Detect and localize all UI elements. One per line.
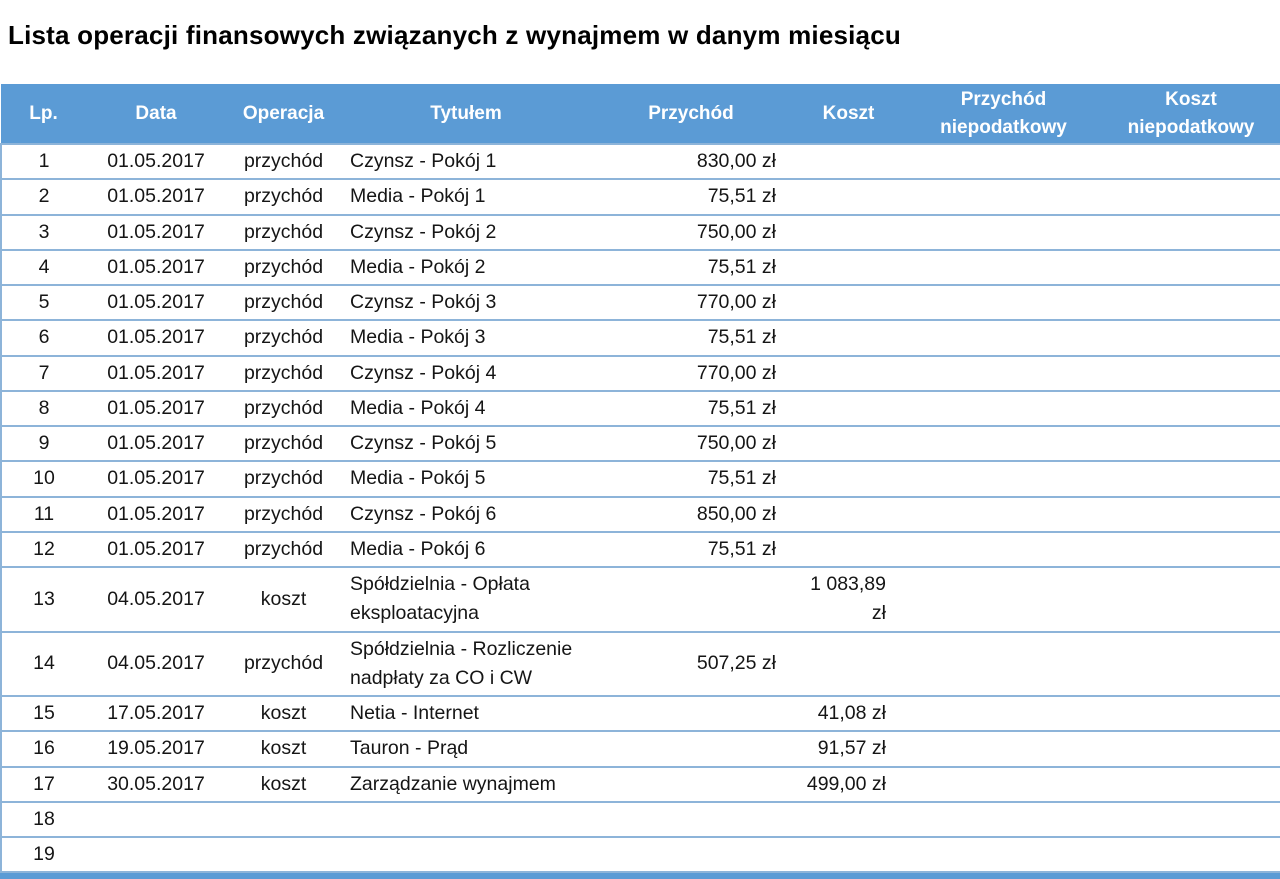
cell-koszt	[791, 356, 906, 391]
column-header-koszt: Koszt	[791, 84, 906, 144]
cell-lp: 12	[1, 532, 86, 567]
cell-przychod_niepodatkowy	[906, 461, 1101, 496]
cell-koszt	[791, 144, 906, 179]
cell-przychod: 850,00 zł	[591, 497, 791, 532]
cell-przychod: 770,00 zł	[591, 356, 791, 391]
cell-koszt_niepodatkowy	[1101, 426, 1280, 461]
table-row	[1, 320, 1280, 355]
cell-tytulem: Netia - Internet	[341, 696, 591, 731]
column-header-tytulem: Tytułem	[341, 84, 591, 144]
cell-przychod: 830,00 zł	[591, 144, 791, 179]
cell-koszt_niepodatkowy	[1101, 802, 1280, 837]
cell-tytulem: Spółdzielnia - Rozliczenie nadpłaty za CO i CW	[341, 632, 591, 697]
cell-przychod_niepodatkowy	[906, 696, 1101, 731]
cell-przychod: 75,51 zł	[591, 391, 791, 426]
cell-data	[86, 802, 226, 837]
cell-data: 01.05.2017	[86, 461, 226, 496]
cell-przychod_niepodatkowy	[906, 356, 1101, 391]
cell-lp: 7	[1, 356, 86, 391]
cell-koszt_niepodatkowy	[1101, 632, 1280, 697]
cell-operacja: przychód	[226, 497, 341, 532]
table-row	[1, 731, 1280, 766]
cell-koszt_niepodatkowy	[1101, 391, 1280, 426]
cell-operacja: przychód	[226, 215, 341, 250]
cell-przychod_niepodatkowy	[906, 391, 1101, 426]
cell-tytulem	[341, 802, 591, 837]
cell-lp: 19	[1, 837, 86, 872]
cell-koszt	[791, 320, 906, 355]
cell-przychod_niepodatkowy	[906, 532, 1101, 567]
operations-table	[0, 84, 1280, 873]
cell-lp: 8	[1, 391, 86, 426]
table-row	[1, 567, 1280, 632]
table-row	[1, 837, 1280, 872]
cell-przychod_niepodatkowy	[906, 632, 1101, 697]
cell-przychod: 770,00 zł	[591, 285, 791, 320]
table-row	[1, 285, 1280, 320]
cell-przychod_niepodatkowy	[906, 497, 1101, 532]
cell-koszt_niepodatkowy	[1101, 320, 1280, 355]
cell-koszt: 499,00 zł	[791, 767, 906, 802]
cell-lp: 5	[1, 285, 86, 320]
cell-koszt: 91,57 zł	[791, 731, 906, 766]
cell-koszt_niepodatkowy	[1101, 497, 1280, 532]
cell-data: 17.05.2017	[86, 696, 226, 731]
cell-operacja: przychód	[226, 391, 341, 426]
cell-tytulem: Czynsz - Pokój 4	[341, 356, 591, 391]
cell-koszt_niepodatkowy	[1101, 567, 1280, 632]
table-row	[1, 632, 1280, 697]
cell-data: 01.05.2017	[86, 144, 226, 179]
table-row	[1, 461, 1280, 496]
cell-koszt_niepodatkowy	[1101, 731, 1280, 766]
cell-data: 19.05.2017	[86, 731, 226, 766]
column-header-data: Data	[86, 84, 226, 144]
cell-przychod_niepodatkowy	[906, 426, 1101, 461]
table-header	[1, 84, 1280, 144]
cell-przychod	[591, 802, 791, 837]
cell-data: 01.05.2017	[86, 356, 226, 391]
cell-lp: 15	[1, 696, 86, 731]
cell-koszt_niepodatkowy	[1101, 215, 1280, 250]
column-header-lp: Lp.	[1, 84, 86, 144]
cell-tytulem: Czynsz - Pokój 3	[341, 285, 591, 320]
cell-koszt_niepodatkowy	[1101, 250, 1280, 285]
cell-operacja: przychód	[226, 632, 341, 697]
cell-koszt: 1 083,89 zł	[791, 567, 906, 632]
cell-koszt_niepodatkowy	[1101, 696, 1280, 731]
cell-tytulem: Media - Pokój 2	[341, 250, 591, 285]
cell-koszt_niepodatkowy	[1101, 285, 1280, 320]
cell-tytulem: Czynsz - Pokój 5	[341, 426, 591, 461]
cell-koszt	[791, 179, 906, 214]
cell-operacja: koszt	[226, 696, 341, 731]
cell-koszt_niepodatkowy	[1101, 179, 1280, 214]
cell-przychod: 75,51 zł	[591, 250, 791, 285]
bottom-blue-bar	[0, 873, 1280, 879]
cell-tytulem: Media - Pokój 3	[341, 320, 591, 355]
cell-koszt	[791, 461, 906, 496]
table-row	[1, 215, 1280, 250]
table-row	[1, 250, 1280, 285]
cell-przychod: 75,51 zł	[591, 179, 791, 214]
cell-przychod_niepodatkowy	[906, 285, 1101, 320]
table-row	[1, 767, 1280, 802]
cell-tytulem: Media - Pokój 1	[341, 179, 591, 214]
cell-operacja: koszt	[226, 567, 341, 632]
cell-lp: 11	[1, 497, 86, 532]
table-body	[1, 144, 1280, 872]
cell-data: 01.05.2017	[86, 179, 226, 214]
cell-koszt_niepodatkowy	[1101, 144, 1280, 179]
cell-przychod_niepodatkowy	[906, 567, 1101, 632]
cell-operacja: przychód	[226, 144, 341, 179]
cell-koszt	[791, 632, 906, 697]
cell-operacja: przychód	[226, 179, 341, 214]
column-header-przychod: Przychód	[591, 84, 791, 144]
cell-koszt	[791, 250, 906, 285]
cell-koszt_niepodatkowy	[1101, 837, 1280, 872]
cell-koszt_niepodatkowy	[1101, 767, 1280, 802]
table-row	[1, 179, 1280, 214]
cell-lp: 4	[1, 250, 86, 285]
cell-koszt	[791, 532, 906, 567]
cell-data: 01.05.2017	[86, 320, 226, 355]
cell-data: 04.05.2017	[86, 632, 226, 697]
cell-data: 30.05.2017	[86, 767, 226, 802]
cell-koszt_niepodatkowy	[1101, 461, 1280, 496]
cell-operacja: koszt	[226, 731, 341, 766]
cell-koszt	[791, 837, 906, 872]
cell-przychod	[591, 696, 791, 731]
cell-operacja: przychód	[226, 356, 341, 391]
cell-przychod: 750,00 zł	[591, 426, 791, 461]
cell-przychod_niepodatkowy	[906, 144, 1101, 179]
cell-data: 01.05.2017	[86, 532, 226, 567]
table-row	[1, 356, 1280, 391]
cell-tytulem: Tauron - Prąd	[341, 731, 591, 766]
cell-lp: 18	[1, 802, 86, 837]
cell-przychod	[591, 567, 791, 632]
header-row	[1, 84, 1280, 144]
cell-przychod_niepodatkowy	[906, 179, 1101, 214]
table-row	[1, 426, 1280, 461]
cell-data: 01.05.2017	[86, 285, 226, 320]
cell-operacja	[226, 802, 341, 837]
cell-koszt	[791, 215, 906, 250]
cell-lp: 13	[1, 567, 86, 632]
cell-lp: 10	[1, 461, 86, 496]
cell-przychod	[591, 731, 791, 766]
cell-operacja: koszt	[226, 767, 341, 802]
cell-koszt	[791, 497, 906, 532]
table-row	[1, 391, 1280, 426]
cell-przychod: 507,25 zł	[591, 632, 791, 697]
cell-przychod	[591, 767, 791, 802]
table-row	[1, 802, 1280, 837]
cell-przychod: 750,00 zł	[591, 215, 791, 250]
cell-operacja: przychód	[226, 285, 341, 320]
table-row	[1, 532, 1280, 567]
table-row	[1, 144, 1280, 179]
cell-data	[86, 837, 226, 872]
cell-lp: 6	[1, 320, 86, 355]
cell-operacja: przychód	[226, 461, 341, 496]
cell-przychod_niepodatkowy	[906, 320, 1101, 355]
cell-lp: 9	[1, 426, 86, 461]
cell-tytulem: Spółdzielnia - Opłata eksploatacyjna	[341, 567, 591, 632]
cell-lp: 16	[1, 731, 86, 766]
cell-tytulem: Zarządzanie wynajmem	[341, 767, 591, 802]
cell-przychod_niepodatkowy	[906, 767, 1101, 802]
cell-lp: 17	[1, 767, 86, 802]
cell-koszt	[791, 426, 906, 461]
cell-operacja: przychód	[226, 320, 341, 355]
cell-operacja: przychód	[226, 250, 341, 285]
cell-przychod_niepodatkowy	[906, 731, 1101, 766]
cell-przychod: 75,51 zł	[591, 320, 791, 355]
cell-przychod: 75,51 zł	[591, 532, 791, 567]
cell-operacja: przychód	[226, 532, 341, 567]
cell-koszt: 41,08 zł	[791, 696, 906, 731]
cell-lp: 3	[1, 215, 86, 250]
cell-tytulem: Czynsz - Pokój 2	[341, 215, 591, 250]
cell-operacja	[226, 837, 341, 872]
cell-data: 01.05.2017	[86, 497, 226, 532]
cell-tytulem	[341, 837, 591, 872]
page-title: Lista operacji finansowych związanych z wynajmem w danym miesiącu	[8, 20, 901, 50]
cell-tytulem: Czynsz - Pokój 1	[341, 144, 591, 179]
cell-przychod: 75,51 zł	[591, 461, 791, 496]
cell-koszt	[791, 802, 906, 837]
cell-przychod_niepodatkowy	[906, 215, 1101, 250]
cell-lp: 14	[1, 632, 86, 697]
cell-przychod	[591, 837, 791, 872]
cell-koszt_niepodatkowy	[1101, 356, 1280, 391]
cell-koszt_niepodatkowy	[1101, 532, 1280, 567]
cell-tytulem: Media - Pokój 4	[341, 391, 591, 426]
table-row	[1, 696, 1280, 731]
column-header-przychod_niepodatkowy: Przychód niepodatkowy	[906, 84, 1101, 144]
column-header-koszt_niepodatkowy: Koszt niepodatkowy	[1101, 84, 1280, 144]
cell-lp: 1	[1, 144, 86, 179]
cell-data: 04.05.2017	[86, 567, 226, 632]
cell-przychod_niepodatkowy	[906, 802, 1101, 837]
cell-przychod_niepodatkowy	[906, 250, 1101, 285]
cell-koszt	[791, 391, 906, 426]
cell-tytulem: Media - Pokój 5	[341, 461, 591, 496]
cell-lp: 2	[1, 179, 86, 214]
cell-tytulem: Czynsz - Pokój 6	[341, 497, 591, 532]
cell-data: 01.05.2017	[86, 426, 226, 461]
cell-przychod_niepodatkowy	[906, 837, 1101, 872]
table-row	[1, 497, 1280, 532]
cell-operacja: przychód	[226, 426, 341, 461]
cell-tytulem: Media - Pokój 6	[341, 532, 591, 567]
column-header-operacja: Operacja	[226, 84, 341, 144]
cell-data: 01.05.2017	[86, 215, 226, 250]
cell-data: 01.05.2017	[86, 250, 226, 285]
cell-koszt	[791, 285, 906, 320]
cell-data: 01.05.2017	[86, 391, 226, 426]
